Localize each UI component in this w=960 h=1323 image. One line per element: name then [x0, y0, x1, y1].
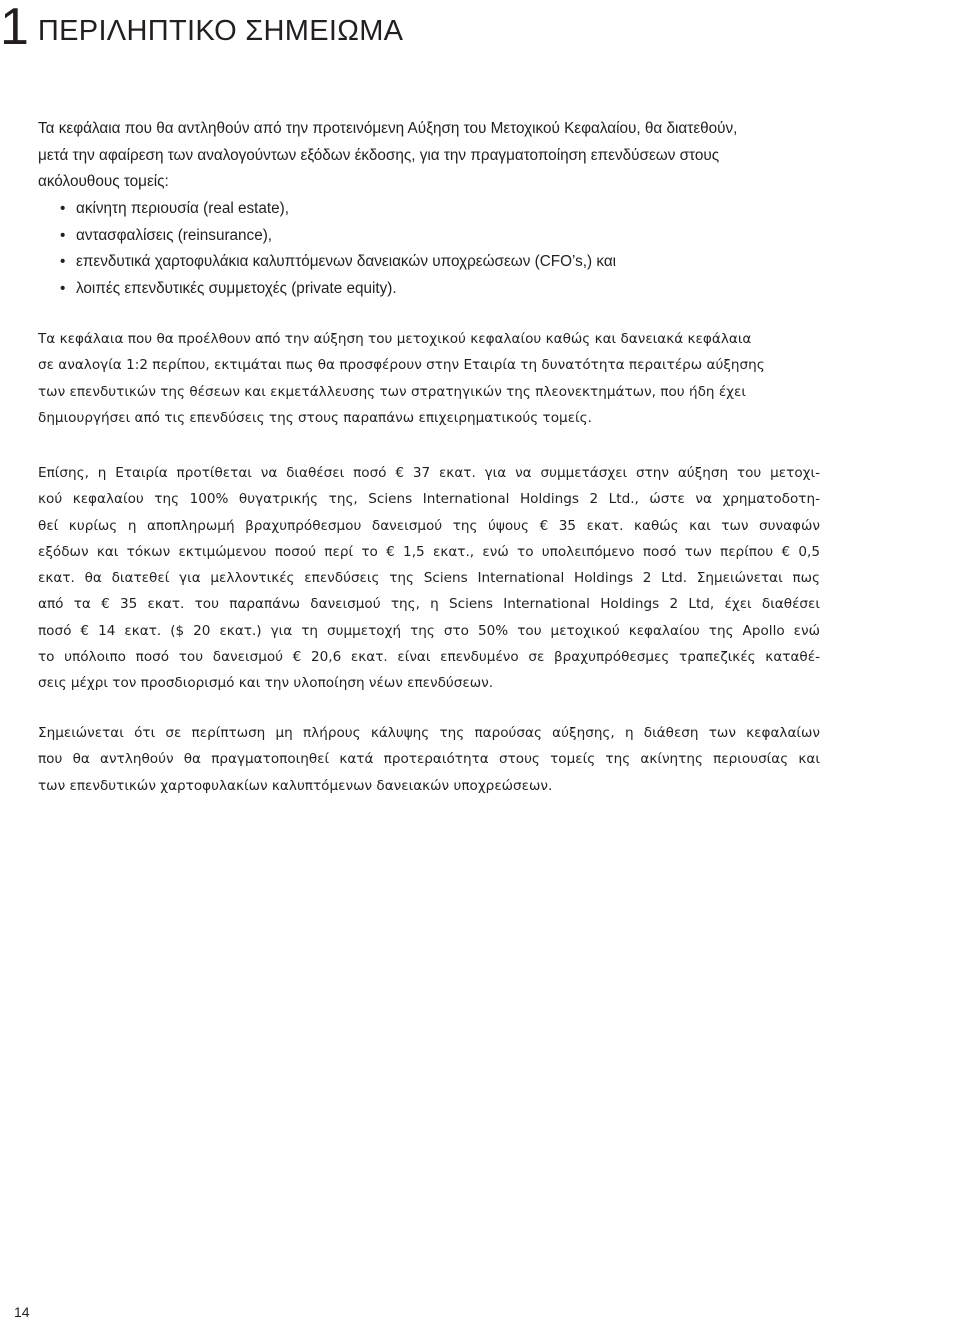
text-line: ποσό € 14 εκατ. ($ 20 εκατ.) για τη συμμετοχή της στο 50% του μετοχικού κεφαλαίου της Apollo ενώ: [38, 622, 820, 639]
chapter-title: ΠΕΡΙΛΗΠΤΙΚΟ ΣΗΜΕΙΩΜΑ: [37, 15, 404, 47]
bullet-icon: •: [60, 279, 66, 297]
funding-paragraph: [38, 326, 818, 432]
text-line: Σημειώνεται ότι σε περίπτωση μη πλήρους κάλυψης της παρούσας αύξησης, η διάθεση των κεφαλαίων: [38, 725, 820, 741]
text-line: εξόδων και τόκων εκτιμώμενου ποσού περί το € 1,5 εκατ., ενώ το υπολειπόμενο ποσό των περίπου € 0,5: [38, 543, 820, 560]
intro-paragraph: [38, 116, 808, 196]
text-line: δημιουργήσει από τις επενδύσεις της στους παραπάνω επιχειρηματικούς τομείς.: [38, 410, 592, 427]
text-line: ακόλουθους τομείς:: [38, 173, 169, 190]
text-line: το υπόλοιπο ποσό του δανεισμού € 20,6 εκατ. είναι επενδυμένο σε βραχυπρόθεσμες τραπεζικές καταθέ-: [38, 649, 820, 666]
subsidiary-paragraph: [38, 460, 820, 697]
text-line: εκατ. θα διατεθεί για μελλοντικές επενδύσεις της Sciens International Holdings 2 Ltd. Σημειώνεται πως: [38, 570, 820, 587]
text-line: των επενδυτικών χαρτοφυλακίων καλυπτόμενων δανειακών υποχρεώσεων.: [38, 777, 553, 794]
list-item: [60, 276, 616, 303]
text-line: κού κεφαλαίου της 100% θυγατρικής της, Sciens International Holdings 2 Ltd., ώστε να χρηματοδοτη-: [38, 491, 820, 508]
text-line: Τα κεφάλαια που θα προέλθουν από την αύξηση του μετοχικού κεφαλαίου καθώς και δανειακά κεφάλαια: [38, 331, 752, 347]
text-line: από τα € 35 εκατ. του παραπάνω δανεισμού της, η Sciens International Holdings 2 Ltd, έχει διαθέσει: [38, 596, 820, 613]
chapter-number: 1: [0, 0, 28, 56]
text-line: σε αναλογία 1:2 περίπου, εκτιμάται πως θα προσφέρουν στην Εταιρία τη δυνατότητα περαιτέρω αύξησης: [38, 357, 765, 374]
list-item-text: λοιπές επενδυτικές συμμετοχές (private equity).: [76, 279, 397, 297]
chapter-header: [0, 0, 404, 56]
bullet-icon: •: [60, 226, 66, 244]
list-item-text: επενδυτικά χαρτοφυλάκια καλυπτόμενων δανειακών υποχρεώσεων (CFO’s,) και: [76, 253, 617, 270]
text-line: σεις μέχρι τον προσδιορισμό και την υλοποίηση νέων επενδύσεων.: [38, 675, 494, 692]
text-line: που θα αντληθούν θα πραγματοποιηθεί κατά προτεραιότητα στους τομείς της ακίνητης περιουσίας και: [38, 751, 820, 768]
sector-list: [60, 196, 616, 302]
list-item: [60, 249, 616, 276]
bullet-icon: •: [60, 200, 66, 217]
list-item-text: ακίνητη περιουσία (real estate),: [76, 200, 289, 217]
text-line: μετά την αφαίρεση των αναλογούντων εξόδων έκδοσης, για την πραγματοποίηση επενδύσεων στους: [38, 146, 720, 164]
list-item: [60, 196, 616, 223]
text-line: θεί κυρίως η αποπληρωμή βραχυπρόθεσμου δανεισμού της ύψους € 35 εκατ. καθώς και των συναφών: [38, 517, 820, 534]
list-item: [60, 223, 616, 250]
allocation-note-paragraph: [38, 720, 820, 799]
bullet-icon: •: [60, 253, 66, 270]
text-line: Τα κεφάλαια που θα αντληθούν από την προτεινόμενη Αύξηση του Μετοχικού Κεφαλαίου, θα διατεθούν,: [38, 120, 738, 137]
text-line: Επίσης, η Εταιρία προτίθεται να διαθέσει ποσό € 37 εκατ. για να συμμετάσχει στην αύξηση του μετοχι-: [38, 465, 820, 481]
list-item-text: αντασφαλίσεις (reinsurance),: [76, 226, 273, 244]
page-number: 14: [14, 1304, 30, 1320]
text-line: των επενδυτικών της θέσεων και εκμετάλλευσης των στρατηγικών της πλεονεκτημάτων, που ήδη έχει: [38, 383, 746, 400]
